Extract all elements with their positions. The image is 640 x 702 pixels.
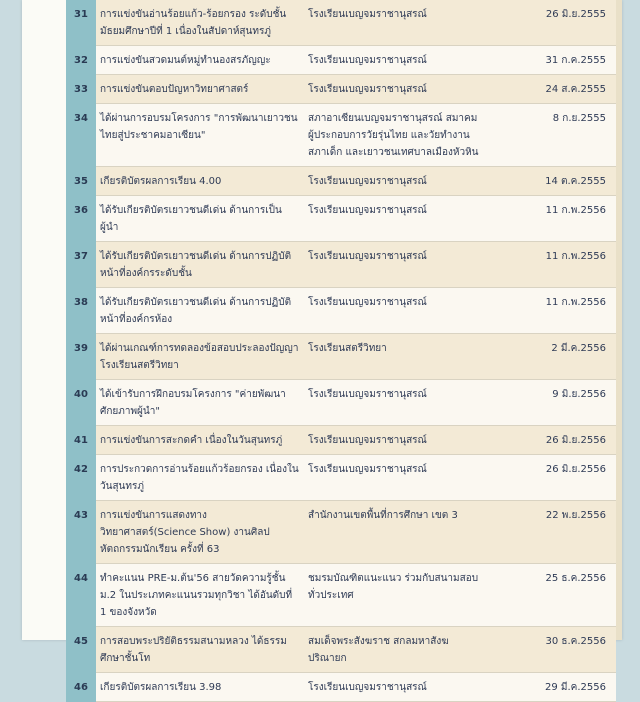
row-date: 25 ธ.ค.2556 [484, 564, 616, 627]
table-row [66, 46, 616, 75]
table-row [66, 455, 616, 501]
row-activity: ได้ผ่านเกณฑ์การทดลองข้อสอบประลองปัญญาโรงเรียนสตรีวิทยา [96, 334, 304, 380]
row-number: 41 [66, 426, 96, 455]
row-activity: การแข่งขันการแสดงทางวิทยาศาสตร์(Science Show) งานศิลปหัตถกรรมนักเรียน ครั้งที่ 63 [96, 501, 304, 564]
row-activity: การแข่งขันอ่านร้อยแก้ว-ร้อยกรอง ระดับชั้นมัธยมศึกษาปีที่ 1 เนื่องในสัปดาห์สุนทรภู่ [96, 0, 304, 46]
row-organizer: สำนักงานเขตพื้นที่การศึกษา เขต 3 [304, 501, 484, 564]
row-organizer: สมเด็จพระสังฆราช สกลมหาสังฆปริณายก [304, 627, 484, 673]
table-row [66, 564, 616, 627]
row-organizer: สภาอาเซียนเบญจมราชานุสรณ์ สมาคมผู้ประกอบการวัยรุ่นไทย และวัยทำงาน สภาเด็ก และเยาวชนเทศบาลเมืองหัวหิน [304, 104, 484, 167]
table-row [66, 501, 616, 564]
row-date: 31 ก.ค.2555 [484, 46, 616, 75]
row-number: 45 [66, 627, 96, 673]
row-organizer: โรงเรียนเบญจมราชานุสรณ์ [304, 242, 484, 288]
row-activity: การแข่งขันสวดมนต์หมู่ทำนองสรภัญญะ [96, 46, 304, 75]
row-activity: เกียรติบัตรผลการเรียน 3.98 [96, 673, 304, 702]
row-organizer: โรงเรียนเบญจมราชานุสรณ์ [304, 46, 484, 75]
table-row [66, 673, 616, 702]
table-row [66, 627, 616, 673]
table-row [66, 426, 616, 455]
row-activity: ทำคะแนน PRE-ม.ต้น'56 สายวัดความรู้ชั้น ม.2 ในประเภทคะแนนรวมทุกวิชา ได้อันดับที่ 1 ของจังหวัด [96, 564, 304, 627]
row-activity: ได้รับเกียรติบัตรเยาวชนดีเด่น ด้านการปฏิบัติหน้าที่องค์กรห้อง [96, 288, 304, 334]
row-activity: การสอบพระปริยัติธรรมสนามหลวง ได้ธรรมศึกษาชั้นโท [96, 627, 304, 673]
table-row [66, 334, 616, 380]
row-organizer: ชมรมบัณฑิตแนะแนว ร่วมกับสนามสอบทั่วประเทศ [304, 564, 484, 627]
row-organizer: โรงเรียนเบญจมราชานุสรณ์ [304, 380, 484, 426]
row-date: 26 มิ.ย.2555 [484, 0, 616, 46]
row-organizer: โรงเรียนเบญจมราชานุสรณ์ [304, 167, 484, 196]
row-date: 29 มี.ค.2556 [484, 673, 616, 702]
row-number: 40 [66, 380, 96, 426]
row-activity: การประกวดการอ่านร้อยแก้วร้อยกรอง เนื่องในวันสุนทรภู่ [96, 455, 304, 501]
row-number: 46 [66, 673, 96, 702]
row-number: 32 [66, 46, 96, 75]
row-organizer: โรงเรียนเบญจมราชานุสรณ์ [304, 75, 484, 104]
row-date: 8 ก.ย.2555 [484, 104, 616, 167]
table-row [66, 288, 616, 334]
row-number: 35 [66, 167, 96, 196]
row-organizer: โรงเรียนเบญจมราชานุสรณ์ [304, 196, 484, 242]
row-date: 30 ธ.ค.2556 [484, 627, 616, 673]
row-date: 11 ก.พ.2556 [484, 288, 616, 334]
table-row [66, 0, 616, 46]
row-activity: การแข่งขันการสะกดคำ เนื่องในวันสุนทรภู่ [96, 426, 304, 455]
table-row [66, 380, 616, 426]
row-number: 36 [66, 196, 96, 242]
table-row [66, 104, 616, 167]
row-organizer: โรงเรียนเบญจมราชานุสรณ์ [304, 455, 484, 501]
row-date: 11 ก.พ.2556 [484, 196, 616, 242]
row-number: 38 [66, 288, 96, 334]
table-row [66, 167, 616, 196]
row-date: 22 พ.ย.2556 [484, 501, 616, 564]
table-row [66, 196, 616, 242]
document-page [22, 0, 622, 693]
row-number: 31 [66, 0, 96, 46]
row-date: 26 มิ.ย.2556 [484, 426, 616, 455]
row-number: 34 [66, 104, 96, 167]
row-number: 37 [66, 242, 96, 288]
row-organizer: โรงเรียนเบญจมราชานุสรณ์ [304, 426, 484, 455]
row-activity: ได้รับเกียรติบัตรเยาวชนดีเด่น ด้านการเป็นผู้นำ [96, 196, 304, 242]
row-date: 11 ก.พ.2556 [484, 242, 616, 288]
row-organizer: โรงเรียนเบญจมราชานุสรณ์ [304, 288, 484, 334]
row-number: 39 [66, 334, 96, 380]
row-activity: ได้รับเกียรติบัตรเยาวชนดีเด่น ด้านการปฏิบัติหน้าที่องค์กรระดับชั้น [96, 242, 304, 288]
row-date: 26 มิ.ย.2556 [484, 455, 616, 501]
row-organizer: โรงเรียนเบญจมราชานุสรณ์ [304, 673, 484, 702]
awards-table-body [66, 0, 616, 702]
row-activity: ได้ผ่านการอบรมโครงการ "การพัฒนาเยาวชนไทยสู่ประชาคมอาเซียน" [96, 104, 304, 167]
row-number: 43 [66, 501, 96, 564]
table-row [66, 242, 616, 288]
row-number: 33 [66, 75, 96, 104]
row-number: 42 [66, 455, 96, 501]
awards-table [66, 0, 616, 702]
row-date: 9 มิ.ย.2556 [484, 380, 616, 426]
row-organizer: โรงเรียนสตรีวิทยา [304, 334, 484, 380]
row-activity: การแข่งขันตอบปัญหาวิทยาศาสตร์ [96, 75, 304, 104]
table-row [66, 75, 616, 104]
row-date: 14 ต.ค.2555 [484, 167, 616, 196]
row-date: 2 มี.ค.2556 [484, 334, 616, 380]
row-organizer: โรงเรียนเบญจมราชานุสรณ์ [304, 0, 484, 46]
row-activity: ได้เข้ารับการฝึกอบรมโครงการ "ค่ายพัฒนาศักยภาพผู้นำ" [96, 380, 304, 426]
row-activity: เกียรติบัตรผลการเรียน 4.00 [96, 167, 304, 196]
row-number: 44 [66, 564, 96, 627]
row-date: 24 ส.ค.2555 [484, 75, 616, 104]
